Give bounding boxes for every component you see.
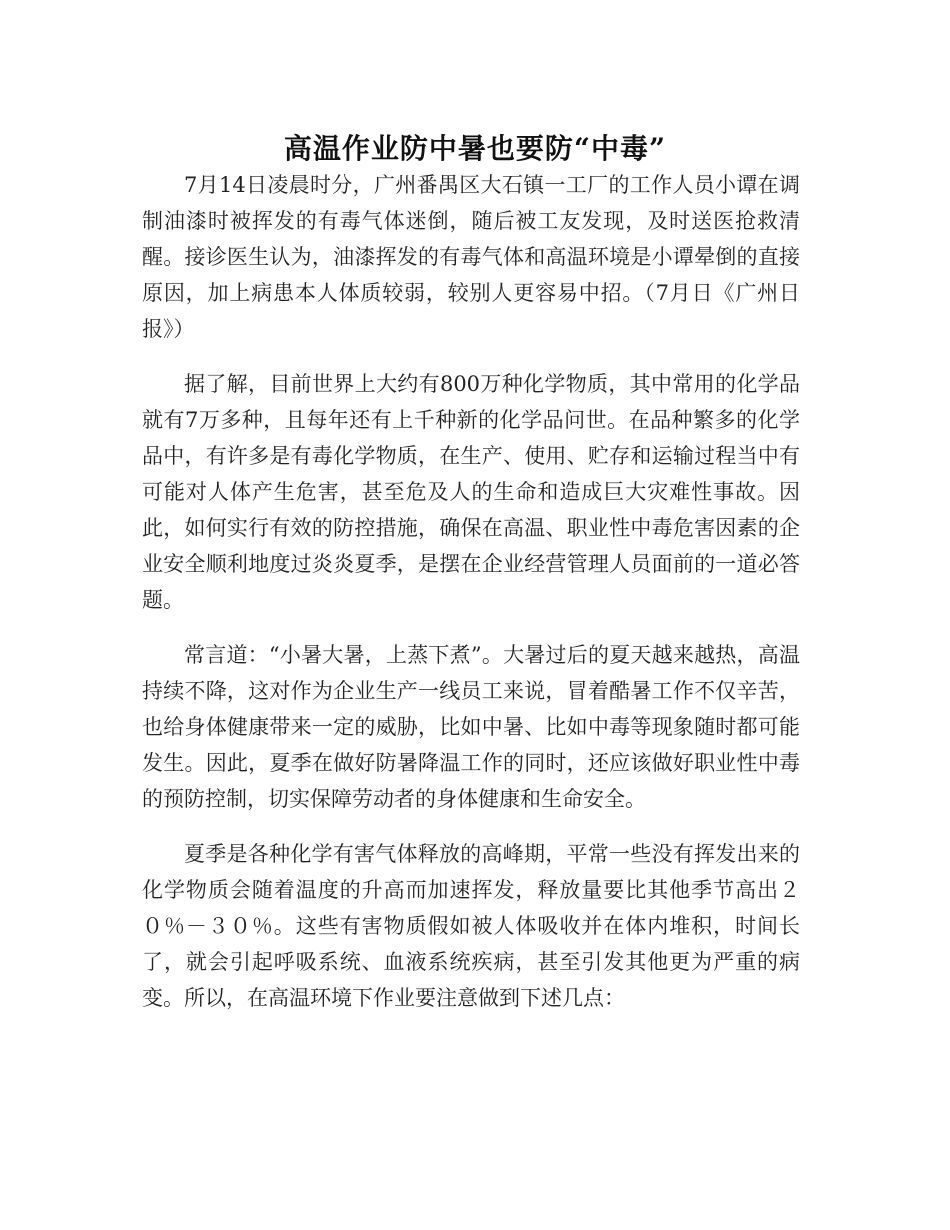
paragraph-4: 夏季是各种化学有害气体释放的高峰期，平常一些没有挥发出来的化学物质会随着温度的升高而加速挥发，释放量要比其他季节高出２０％－３０％。这些有害物质假如被人体吸收并在体内堆积，时间长了，就会引起呼吸系统、血液系统疾病，甚至引发其他更为严重的病变。所以，在高温环境下作业要注意做到下述几点： [142,842,800,1010]
paragraph-1: 7月14日凌晨时分，广州番禺区大石镇一工厂的工作人员小谭在调制油漆时被挥发的有毒气体迷倒，随后被工友发现，及时送医抢救清醒。接诊医生认为，油漆挥发的有毒气体和高温环境是小谭晕倒的直接原因，加上病患本人体质较弱，较别人更容易中招。（7月日《广州日报》） [142,173,800,341]
document-title: 高温作业防中暑也要防“中毒” [283,131,667,165]
paragraph-2: 据了解，目前世界上大约有800万种化学物质，其中常用的化学品就有7万多种，且每年还有上千种新的化学品问世。在品种繁多的化学品中，有许多是有毒化学物质，在生产、使用、贮存和运输过程当中有可能对人体产生危害，甚至危及人的生命和造成巨大灾难性事故。因此，如何实行有效的防控措施，确保在高温、职业性中毒危害因素的企业安全顺利地度过炎炎夏季，是摆在企业经营管理人员面前的一道必答题。 [142,372,800,612]
document-body [142,167,800,1035]
paragraph-3: 常言道：“小暑大暑，上蒸下煮”。大暑过后的夏天越来越热，高温持续不降，这对作为企业生产一线员工来说，冒着酷暑工作不仅辛苦，也给身体健康带来一定的威胁，比如中暑、比如中毒等现象随时都可能发生。因此，夏季在做好防暑降温工作的同时，还应该做好职业性中毒的预防控制，切实保障劳动者的身体健康和生命安全。 [142,643,800,811]
